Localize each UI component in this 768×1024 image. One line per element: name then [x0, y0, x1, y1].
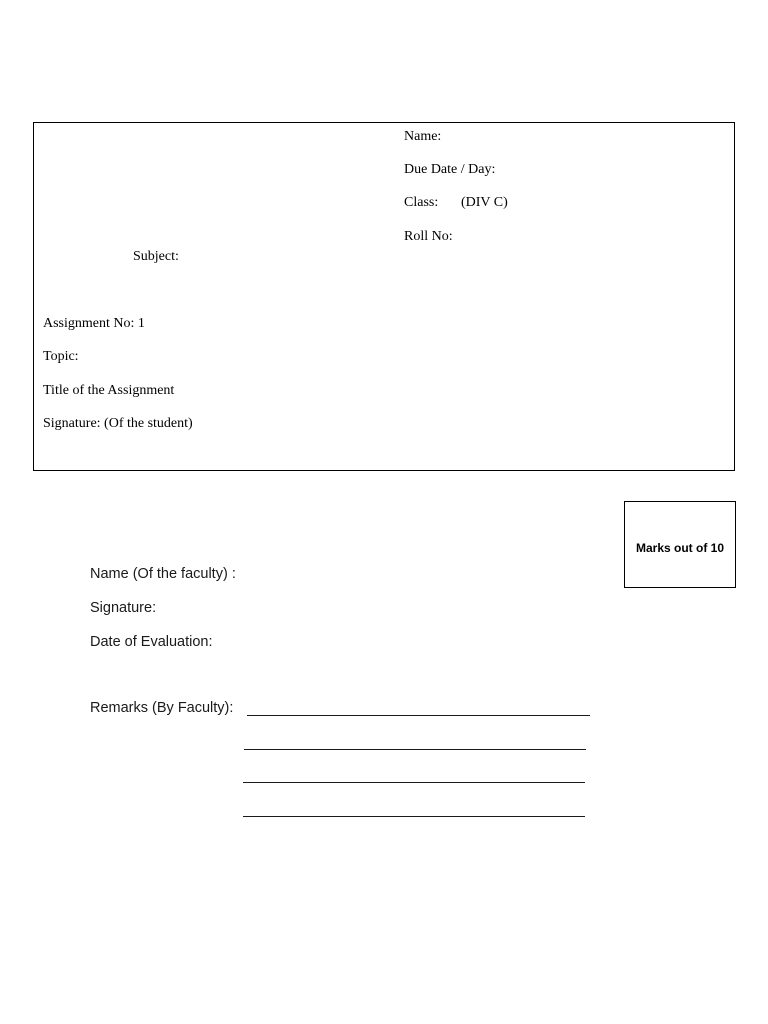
- assignment-number-label: Assignment No: 1: [43, 316, 145, 331]
- due-date-label: Due Date / Day:: [404, 162, 496, 177]
- student-name-label: Name:: [404, 129, 442, 144]
- class-value: (DIV C): [461, 195, 508, 210]
- remarks-label: Remarks (By Faculty):: [90, 700, 234, 716]
- assignment-title-label: Title of the Assignment: [43, 383, 175, 398]
- topic-label: Topic:: [43, 349, 79, 364]
- marks-box: [624, 501, 736, 588]
- class-label: Class:: [404, 195, 439, 210]
- roll-no-label: Roll No:: [404, 229, 453, 244]
- faculty-name-label: Name (Of the faculty) :: [90, 566, 236, 582]
- marks-label: Marks out of 10: [635, 541, 725, 555]
- remarks-line: [244, 749, 586, 750]
- remarks-line: [247, 715, 590, 716]
- faculty-signature-label: Signature:: [90, 600, 157, 616]
- remarks-line: [243, 816, 585, 817]
- evaluation-date-label: Date of Evaluation:: [90, 634, 213, 650]
- student-signature-label: Signature: (Of the student): [43, 416, 193, 431]
- remarks-line: [243, 782, 585, 783]
- subject-label: Subject:: [133, 249, 179, 264]
